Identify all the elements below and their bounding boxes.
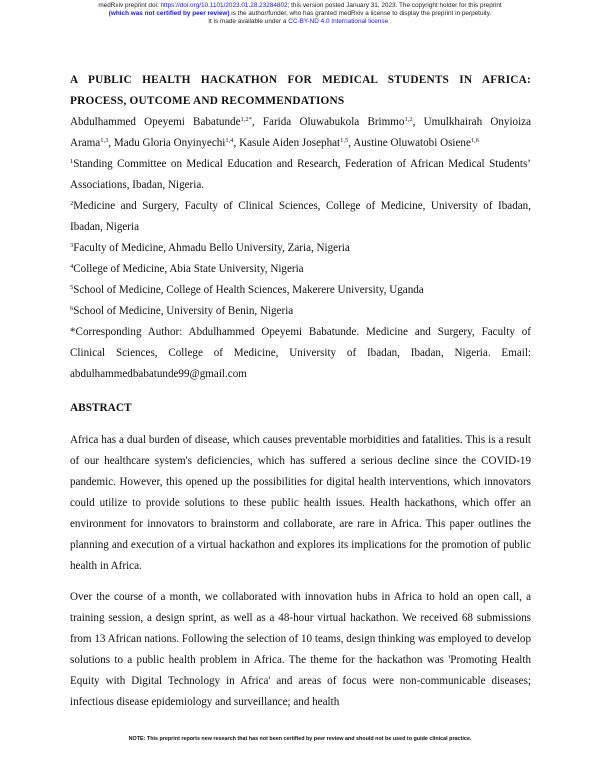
license-link[interactable]: CC-BY-ND 4.0 International license bbox=[288, 18, 389, 25]
abstract-heading: ABSTRACT bbox=[70, 402, 132, 414]
affiliation: $^2$Medicine and Surgery, Faculty of Clinical Sciences, College of Medicine, University of Ibadan, Ibadan, Nigeria bbox=[70, 200, 531, 233]
author: Madu Gloria Onyinyechi$^{1,4}$ bbox=[113, 137, 234, 149]
affiliation: $^4$College of Medicine, Abia State University, Nigeria bbox=[70, 263, 304, 275]
author: Umulkhairah Onyioiza Arama$^{1,3}$ bbox=[70, 116, 532, 149]
abstract-paragraph: Over the course of a month, we collaborated with innovation hubs in Africa to hold an open call, a training session, a design sprint, as well as a 48-hour virtual hackathon. We received 68 submissions from 13 African nations. Following the selection of 10 teams, design thinking was employed to develop solutions to a public health problem in Africa. The theme for the hackathon was 'Promoting Health Equity with Digital Technology in Africa' and areas of focus were non-communicable diseases; infectious disease epidemiology and surveillance; and health bbox=[70, 591, 531, 708]
affiliation: $^3$Faculty of Medicine, Ahmadu Bello University, Zaria, Nigeria bbox=[70, 242, 350, 254]
banner-line-2 bbox=[0, 10, 600, 18]
preprint-footer-note: NOTE: This preprint reports new research that has not been certified by peer review and should not be used to guide clinical practice. bbox=[128, 736, 472, 742]
preprint-banner bbox=[0, 2, 600, 26]
banner-available-text: It is made available under a bbox=[208, 18, 289, 25]
doi-link[interactable]: https://doi.org/10.1101/2023.01.28.23284802 bbox=[160, 2, 288, 9]
author: Abdulhammed Opeyemi Babatunde$^{1,2*}$ bbox=[70, 116, 252, 128]
affiliation: $^5$School of Medicine, College of Health Sciences, Makerere University, Uganda bbox=[70, 284, 424, 296]
affiliation: $^6$School of Medicine, University of Benin, Nigeria bbox=[70, 305, 294, 317]
author-list: Abdulhammed Opeyemi Babatunde$^{1,2*}$, Farida Oluwabukola Brimmo$^{1,2}$, Umulkhairah Onyioiza Arama$^{1,3}$, Madu Gloria Onyinyechi$^{1,4}$, Kasule Aiden Josephat$^{1,5}$, Austine Oluwatobi Osiene$^{1,6}$ bbox=[70, 116, 532, 149]
author: Kasule Aiden Josephat$^{1,5}$ bbox=[239, 137, 349, 149]
abstract-paragraph: Africa has a dual burden of disease, which causes preventable morbidities and fatalities. This is a result of our healthcare system's deficiencies, which has suffered a serious decline since the COVID-19 pandemic. However, this opened up the possibilities for digital health interventions, which innovators could utilize to provide solutions to these public health issues. Health hackathons, which offer an environment for innovators to brainstorm and collaborate, are rare in Africa. This paper outlines the planning and execution of a virtual hackathon and explores its implications for the promotion of public health in Africa. bbox=[70, 434, 531, 572]
affiliations bbox=[70, 154, 531, 385]
banner-period: . bbox=[388, 18, 392, 25]
author: Austine Oluwatobi Osiene$^{1,6}$ bbox=[353, 137, 480, 149]
paper-title: A PUBLIC HEALTH HACKATHON FOR MEDICAL STUDENTS IN AFRICA: PROCESS, OUTCOME AND RECOMMENDATIONS bbox=[70, 74, 531, 107]
banner-line-3 bbox=[0, 18, 600, 26]
peer-review-note: (which was not certified by peer review) bbox=[108, 10, 230, 17]
banner-license-text: is the author/funder, who has granted medRxiv a license to display the preprint in perpetuity. bbox=[229, 10, 492, 17]
banner-doi-prefix: medRxiv preprint doi: bbox=[98, 2, 161, 9]
paper-body bbox=[70, 70, 531, 713]
banner-line-1 bbox=[0, 2, 600, 10]
affiliation: $^1$Standing Committee on Medical Education and Research, Federation of African Medical Students’ Associations, Ibadan, Nigeria. bbox=[70, 158, 531, 191]
author: Farida Oluwabukola Brimmo$^{1,2}$ bbox=[262, 116, 413, 128]
banner-posted-text: ; this version posted January 31, 2023. The copyright holder for this preprint bbox=[287, 2, 502, 9]
corresponding-author: *Corresponding Author: Abdulhammed Opeyemi Babatunde. Medicine and Surgery, Faculty of Clinical Sciences, College of Medicine, University of Ibadan, Ibadan, Nigeria. Email: abdulhammedbabatunde99@gmail.com bbox=[70, 326, 531, 380]
